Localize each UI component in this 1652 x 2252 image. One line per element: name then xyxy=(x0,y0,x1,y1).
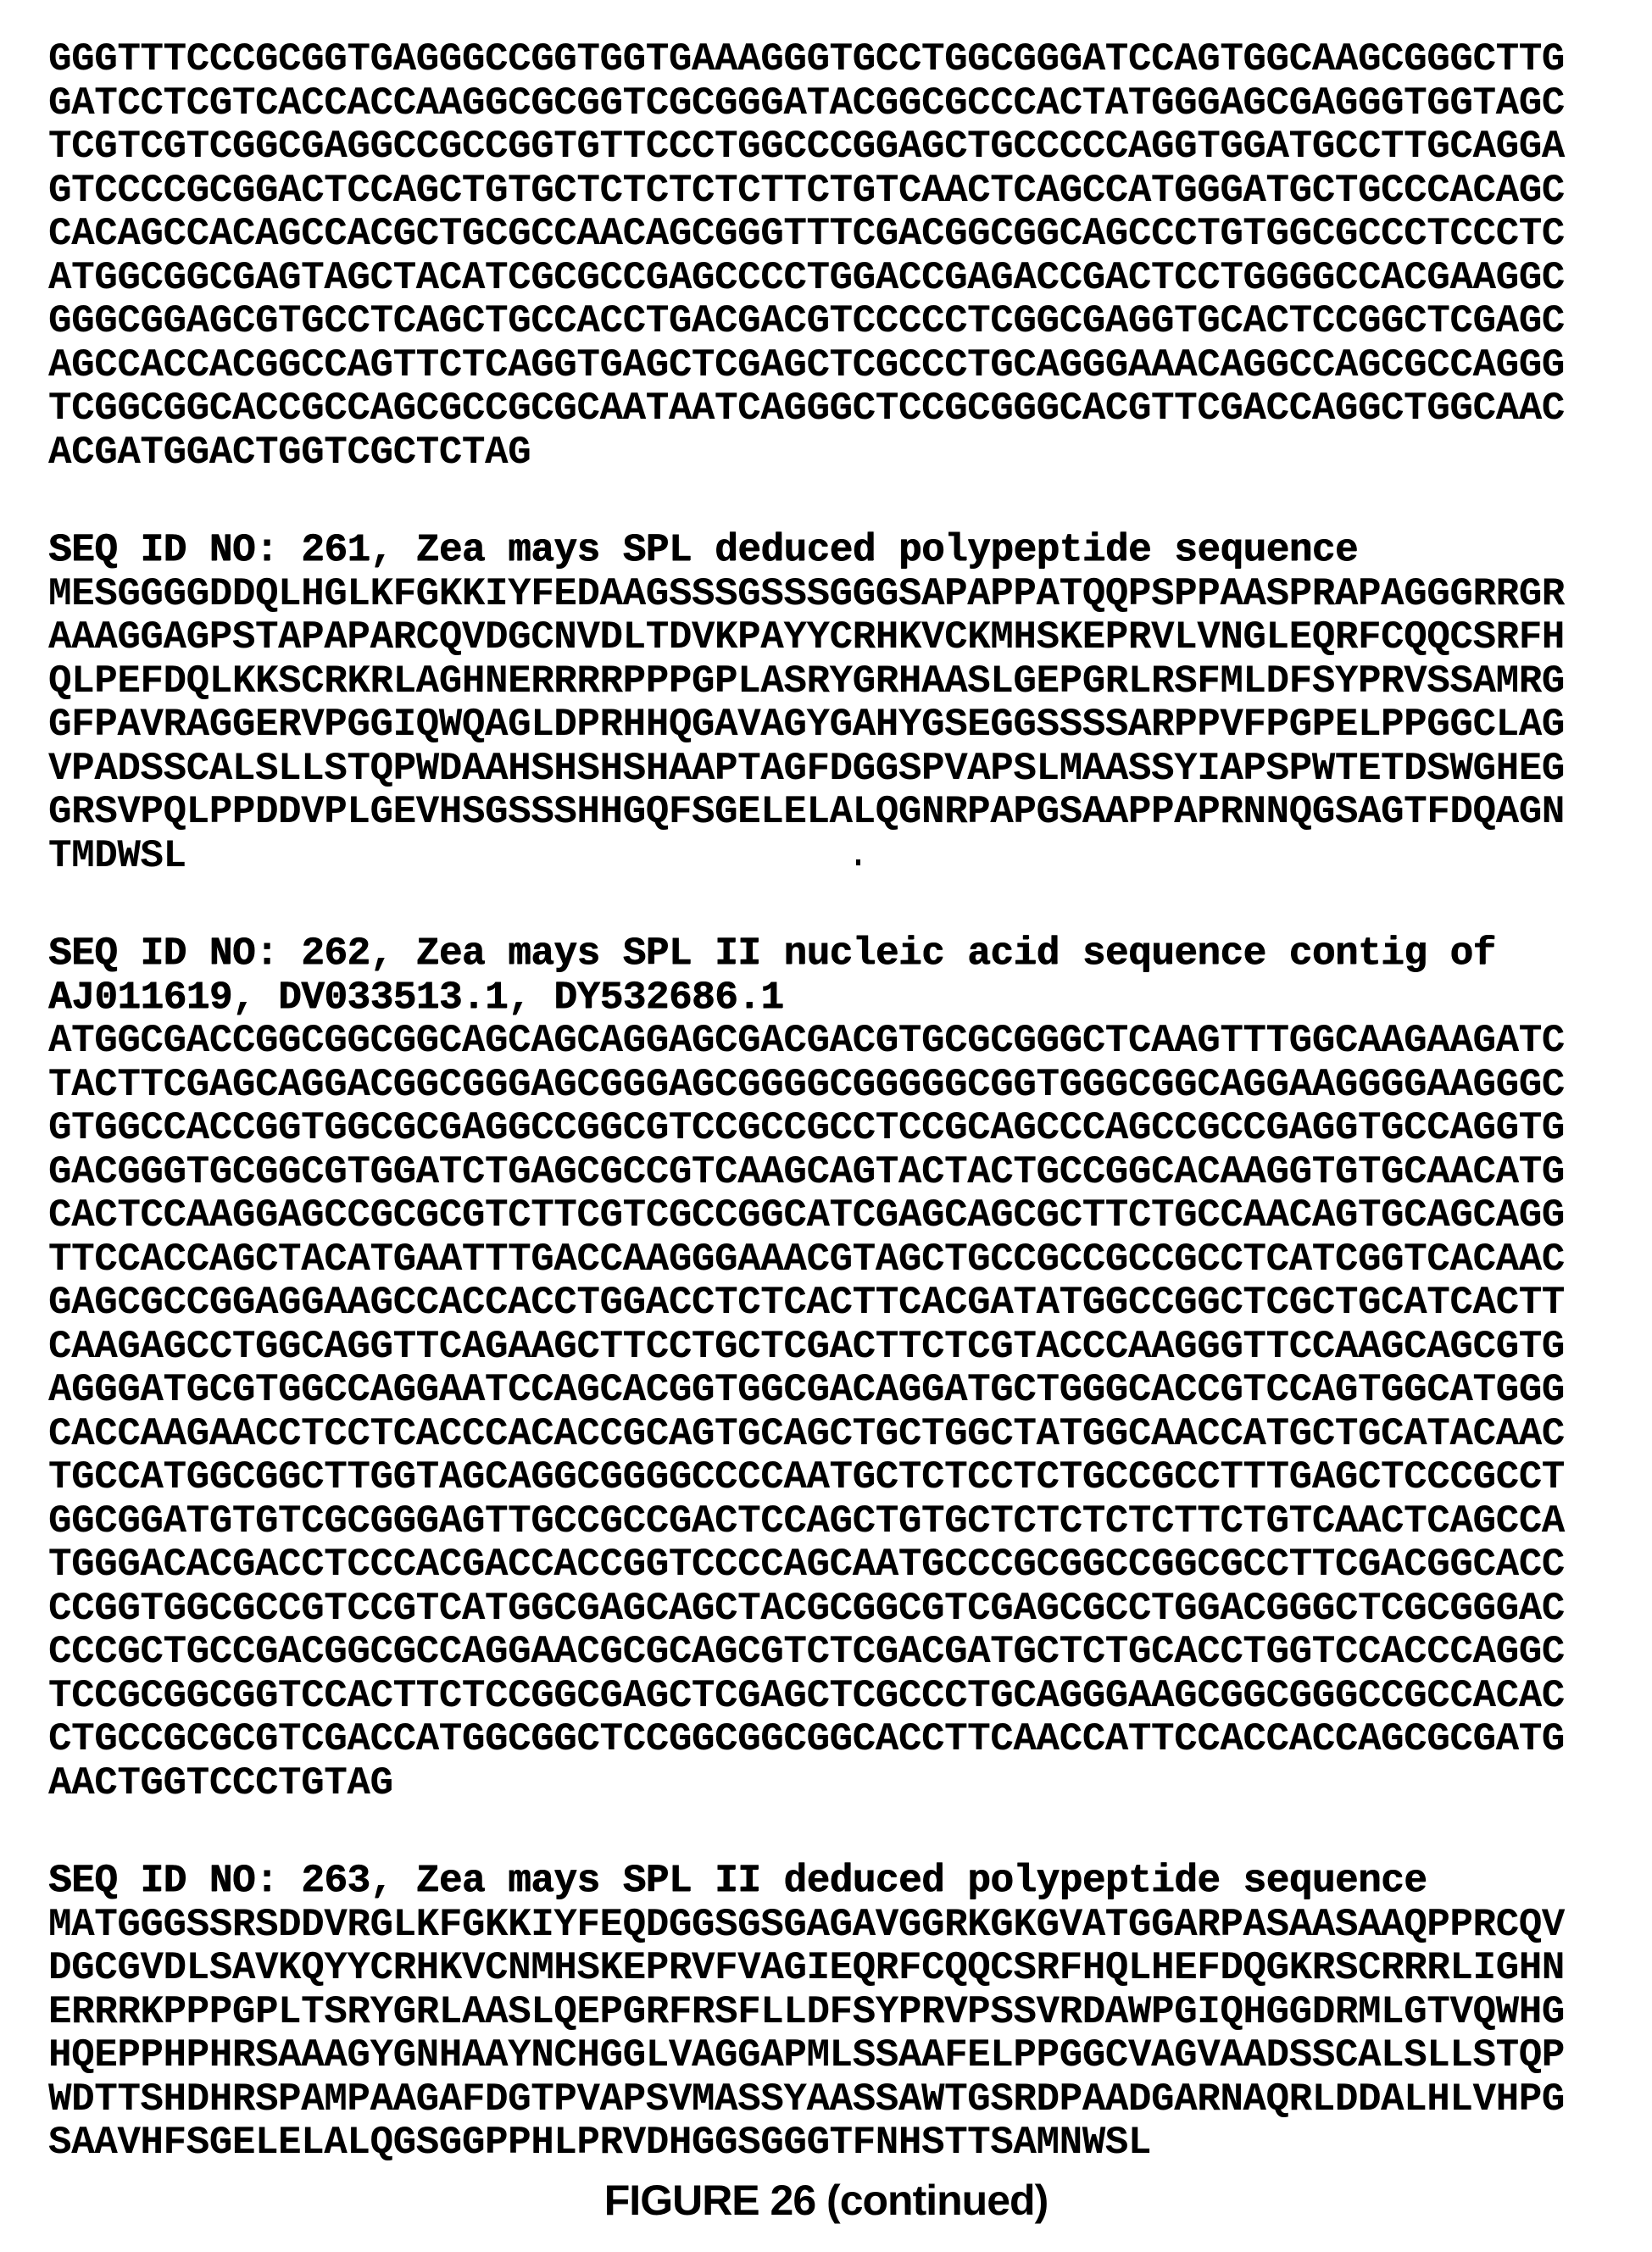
seq-id-263-block xyxy=(48,1860,1652,2166)
seq-id-261-line: AAAGGAGPSTAPAPARCQVDGCNVDLTDVKPAYYCRHKVCKMHSKEPRVLVNGLEQRFCQQCSRFH xyxy=(48,615,1565,659)
seq-id-262-line: GTGGCCACCGGTGGCGCGAGGCCGGCGTCCGCCGCCTCCGCAGCCCAGCCGCCGAGGTGCCAGGTG xyxy=(48,1106,1565,1150)
figure-caption: FIGURE 26 (continued) xyxy=(604,2177,1048,2224)
seq-id-262-line: AACTGGTCCCTGTAG xyxy=(48,1760,393,1805)
seq-id-262-line: TACTTCGAGCAGGACGGCGGGAGCGGGAGCGGGGCGGGGGCGGTGGGCGGCAGGAAGGGGAAGGGC xyxy=(48,1062,1565,1107)
seq-id-262-line: CACCAAGAACCTCCTCACCCACACCGCAGTGCAGCTGCTGGCTATGGCAACCATGCTGCATACAAC xyxy=(48,1411,1565,1456)
nucleotide-sequence-continued-line: GGGTTTCCCGCGGTGAGGGCCGGTGGTGAAAGGGTGCCTGGCGGGATCCAGTGGCAAGCGGGCTTG xyxy=(48,37,1565,81)
seq-id-262-line: CACTCCAAGGAGCCGCGCGTCTTCGTCGCCGGCATCGAGCAGCGCTTCTGCCAACAGTGCAGCAGG xyxy=(48,1193,1565,1237)
nucleotide-sequence-continued-line: CACAGCCACAGCCACGCTGCGCCAACAGCGGGTTTCGACGGCGGCAGCCCTGTGGCGCCCTCCCTC xyxy=(48,212,1565,256)
seq-id-262-line: ATGGCGACCGGCGGCGGCAGCAGCAGGAGCGACGACGTGCGCGGGCTCAAGTTTGGCAAGAAGATC xyxy=(48,1019,1565,1063)
seq-id-262-line: AGGGATGCGTGGCCAGGAATCCAGCACGGTGGCGACAGGATGCTGGGCACCGTCCAGTGGCATGGG xyxy=(48,1368,1565,1412)
seq-id-262-line: CAAGAGCCTGGCAGGTTCAGAAGCTTCCTGCTCGACTTCTCGTACCCAAGGGTTCCAAGCAGCGTG xyxy=(48,1324,1565,1369)
nucleotide-sequence-continued-line: GGGCGGAGCGTGCCTCAGCTGCCACCTGACGACGTCCCCCTCGGCGAGGTGCACTCCGGCTCGAGC xyxy=(48,299,1565,343)
seq-id-263-line: HQEPPHPHRSAAAGYGNHAAYNCHGGLVAGGAPMLSSAAFELPPGGCVAGVAADSSCALSLLSTQP xyxy=(48,2033,1565,2077)
seq-id-261-line: VPADSSCALSLLSTQPWDAAHSHSHSHAAPTAGFDGGSPVAPSLMAASSYIAPSPWTETDSWGHEG xyxy=(48,746,1565,791)
figure-footer xyxy=(0,2176,1652,2225)
nucleotide-sequence-continued-line: TCGTCGTCGGCGAGGCCGCCGGTGTTCCCTGGCCCGGAGCTGCCCCCAGGTGGATGCCTTGCAGGA xyxy=(48,125,1565,169)
seq-id-262-line: CTGCCGCGCGTCGACCATGGCGGCTCCGGCGGCGGCACCTTCAACCATTCCACCACCAGCGCGATG xyxy=(48,1717,1565,1761)
seq-id-261-line: TMDWSL xyxy=(48,833,186,878)
seq-id-262-header: AJ011619, DV033513.1, DY532686.1 xyxy=(48,975,784,1020)
seq-id-262-line: GACGGGTGCGGCGTGGATCTGAGCGCCGTCAAGCAGTACTACTGCCGGCACAAGGTGTGCAACATG xyxy=(48,1149,1565,1194)
seq-id-263-line: WDTTSHDHRSPAMPAAGAFDGTPVAPSVMASSYAASSAWTGSRDPAADGARNAQRLDDALHLVHPG xyxy=(48,2077,1565,2121)
seq-id-261-line: GRSVPQLPPDDVPLGEVHSGSSSHHGQFSGELELALQGNRPAPGSAAPPAPRNNQGSAGTFDQAGN xyxy=(48,790,1565,834)
seq-id-263-line: ERRRKPPPGPLTSRYGRLAASLQEPGRFRSFLLDFSYPRVPSSVRDAWPGIQHGGDRMLGTVQWHG xyxy=(48,1989,1565,2034)
seq-id-262-line: TTCCACCAGCTACATGAATTTGACCAAGGGAAACGTAGCTGCCGCCGCCGCCTCATCGGTCACAAC xyxy=(48,1237,1565,1282)
seq-id-262-line: GAGCGCCGGAGGAAGCCACCACCTGGACCTCTCACTTCACGATATGGCCGGCTCGCTGCATCACTT xyxy=(48,1281,1565,1325)
seq-id-263-header: SEQ ID NO: 263, Zea mays SPL II deduced polypeptide sequence xyxy=(48,1859,1427,1903)
seq-id-262-line: GGCGGATGTGTCGCGGGAGTTGCCGCCGACTCCAGCTGTGCTCTCTCTCTTCTGTCAACTCAGCCA xyxy=(48,1499,1565,1543)
nucleotide-sequence-continued-line: ACGATGGACTGGTCGCTCTAG xyxy=(48,430,531,475)
seq-id-261-line: GFPAVRAGGERVPGGIQWQAGLDPRHHQGAVAGYGAHYGSEGGSSSSARPPVFPGPELPPGGCLAG xyxy=(48,703,1565,747)
scan-artifact-dot xyxy=(856,859,860,865)
nucleotide-sequence-continued-line: AGCCACCACGGCCAGTTCTCAGGTGAGCTCGAGCTCGCCCTGCAGGGAAACAGGCCAGCGCCAGGG xyxy=(48,342,1565,387)
nucleotide-sequence-continued-block xyxy=(48,38,1652,475)
nucleotide-sequence-continued-line: TCGGCGGCACCGCCAGCGCCGCGCAATAATCAGGGCTCCGCGGGCACGTTCGACCAGGCTGGCAAC xyxy=(48,386,1565,431)
seq-id-262-line: CCCGCTGCCGACGGCGCCAGGAACGCGCAGCGTCTCGACGATGCTCTGCACCTGGTCCACCCAGGC xyxy=(48,1630,1565,1674)
seq-id-262-line: TGCCATGGCGGCTTGGTAGCAGGCGGGGCCCCAATGCTCTCCTCTGCCGCCTTTGAGCTCCCGCCT xyxy=(48,1455,1565,1499)
seq-id-262-header: SEQ ID NO: 262, Zea mays SPL II nucleic acid sequence contig of xyxy=(48,931,1496,976)
nucleotide-sequence-continued-line: GATCCTCGTCACCACCAAGGCGCGGTCGCGGGATACGGCGCCCACTATGGGAGCGAGGGTGGTAGC xyxy=(48,81,1565,125)
seq-id-261-block xyxy=(48,529,1652,878)
seq-id-262-block xyxy=(48,932,1652,1805)
seq-id-261-header: SEQ ID NO: 261, Zea mays SPL deduced polypeptide sequence xyxy=(48,528,1358,572)
seq-id-262-line: TCCGCGGCGGTCCACTTCTCCGGCGAGCTCGAGCTCGCCCTGCAGGGAAGCGGCGGGCCGCCACAC xyxy=(48,1673,1565,1718)
seq-id-262-line: TGGGACACGACCTCCCACGACCACCGGTCCCCAGCAATGCCCGCGGCCGGCGCCTTCGACGGCACC xyxy=(48,1543,1565,1587)
seq-id-261-line: MESGGGGDDQLHGLKFGKKIYFEDAAGSSSGSSSGGGSAPAPPATQQPSPPAASPRAPAGGGRRGR xyxy=(48,571,1565,616)
nucleotide-sequence-continued-line: ATGGCGGCGAGTAGCTACATCGCGCCGAGCCCCTGGACCGAGACCGACTCCTGGGGCCACGAAGGC xyxy=(48,255,1565,300)
seq-id-263-line: DGCGVDLSAVKQYYCRHKVCNMHSKEPRVFVAGIEQRFCQQCSRFHQLHEFDQGKRSCRRRLIGHN xyxy=(48,1946,1565,1990)
seq-id-262-line: CCGGTGGCGCCGTCCGTCATGGCGAGCAGCTACGCGGCGTCGAGCGCCTGGACGGGCTCGCGGGAC xyxy=(48,1586,1565,1631)
seq-id-263-line: MATGGGSSRSDDVRGLKFGKKIYFEQDGGSGSGAGAVGGRKGKGVATGGARPASAASAAQPPRCQV xyxy=(48,1902,1565,1947)
seq-id-263-line: SAAVHFSGELELALQGSGGPPHLPRVDHGGSGGGTFNHSTTSAMNWSL xyxy=(48,2121,1152,2165)
seq-id-261-line: QLPEFDQLKKSCRKRLAGHNERRRRPPPGPLASRYGRHAASLGEPGRLRSFMLDFSYPRVSSAMRG xyxy=(48,659,1565,703)
nucleotide-sequence-continued-line: GTCCCCGCGGACTCCAGCTGTGCTCTCTCTCTTCTGTCAACTCAGCCATGGGATGCTGCCCACAGC xyxy=(48,168,1565,213)
